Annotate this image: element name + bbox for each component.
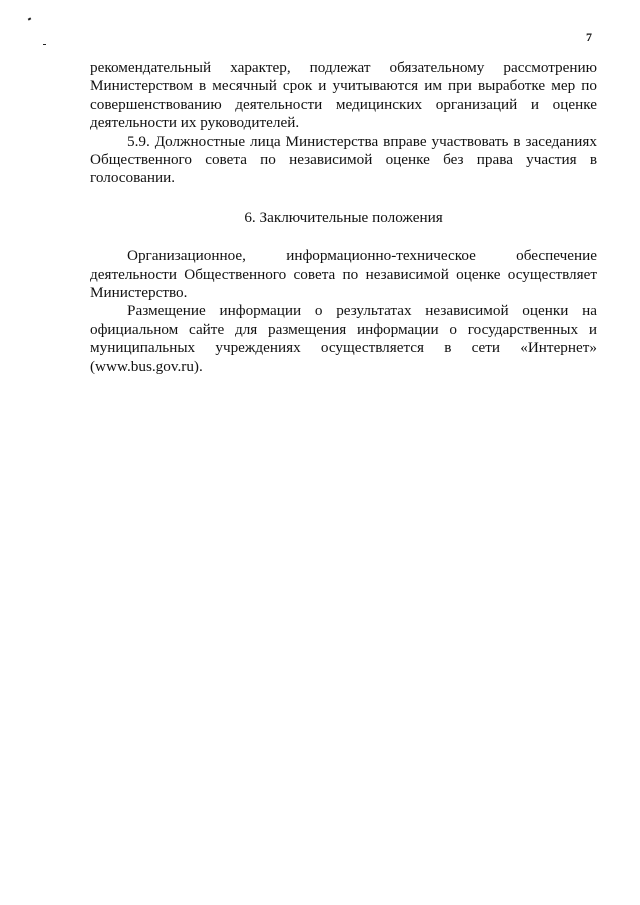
scan-artifact-mark xyxy=(43,44,46,45)
paragraph-continuation: рекомендательный характер, подлежат обязательному рассмотрению Министерством в месячный срок и учитываются им при выработке мер по совершенствованию деятельности медицинских организаций и оценке деятельности их руководителей. xyxy=(90,59,597,132)
page-number: 7 xyxy=(586,30,592,44)
section-heading: 6. Заключительные положения xyxy=(244,208,443,226)
paragraph-support: Организационное, информационно-техническое обеспечение деятельности Общественного совета по независимой оценке осуществляет Министерство. xyxy=(90,247,597,302)
paragraph-5-9: 5.9. Должностные лица Министерства вправе участвовать в заседаниях Общественного совета по независимой оценке без права участия в голосовании. xyxy=(90,132,597,187)
paragraph-publication: Размещение информации о результатах независимой оценки на официальном сайте для размещения информации о государственных и муниципальных учреждениях осуществляется в сети «Интернет» (www.bus.gov.ru). xyxy=(90,302,597,375)
document-body xyxy=(90,59,597,376)
scan-artifact-mark xyxy=(28,17,32,20)
